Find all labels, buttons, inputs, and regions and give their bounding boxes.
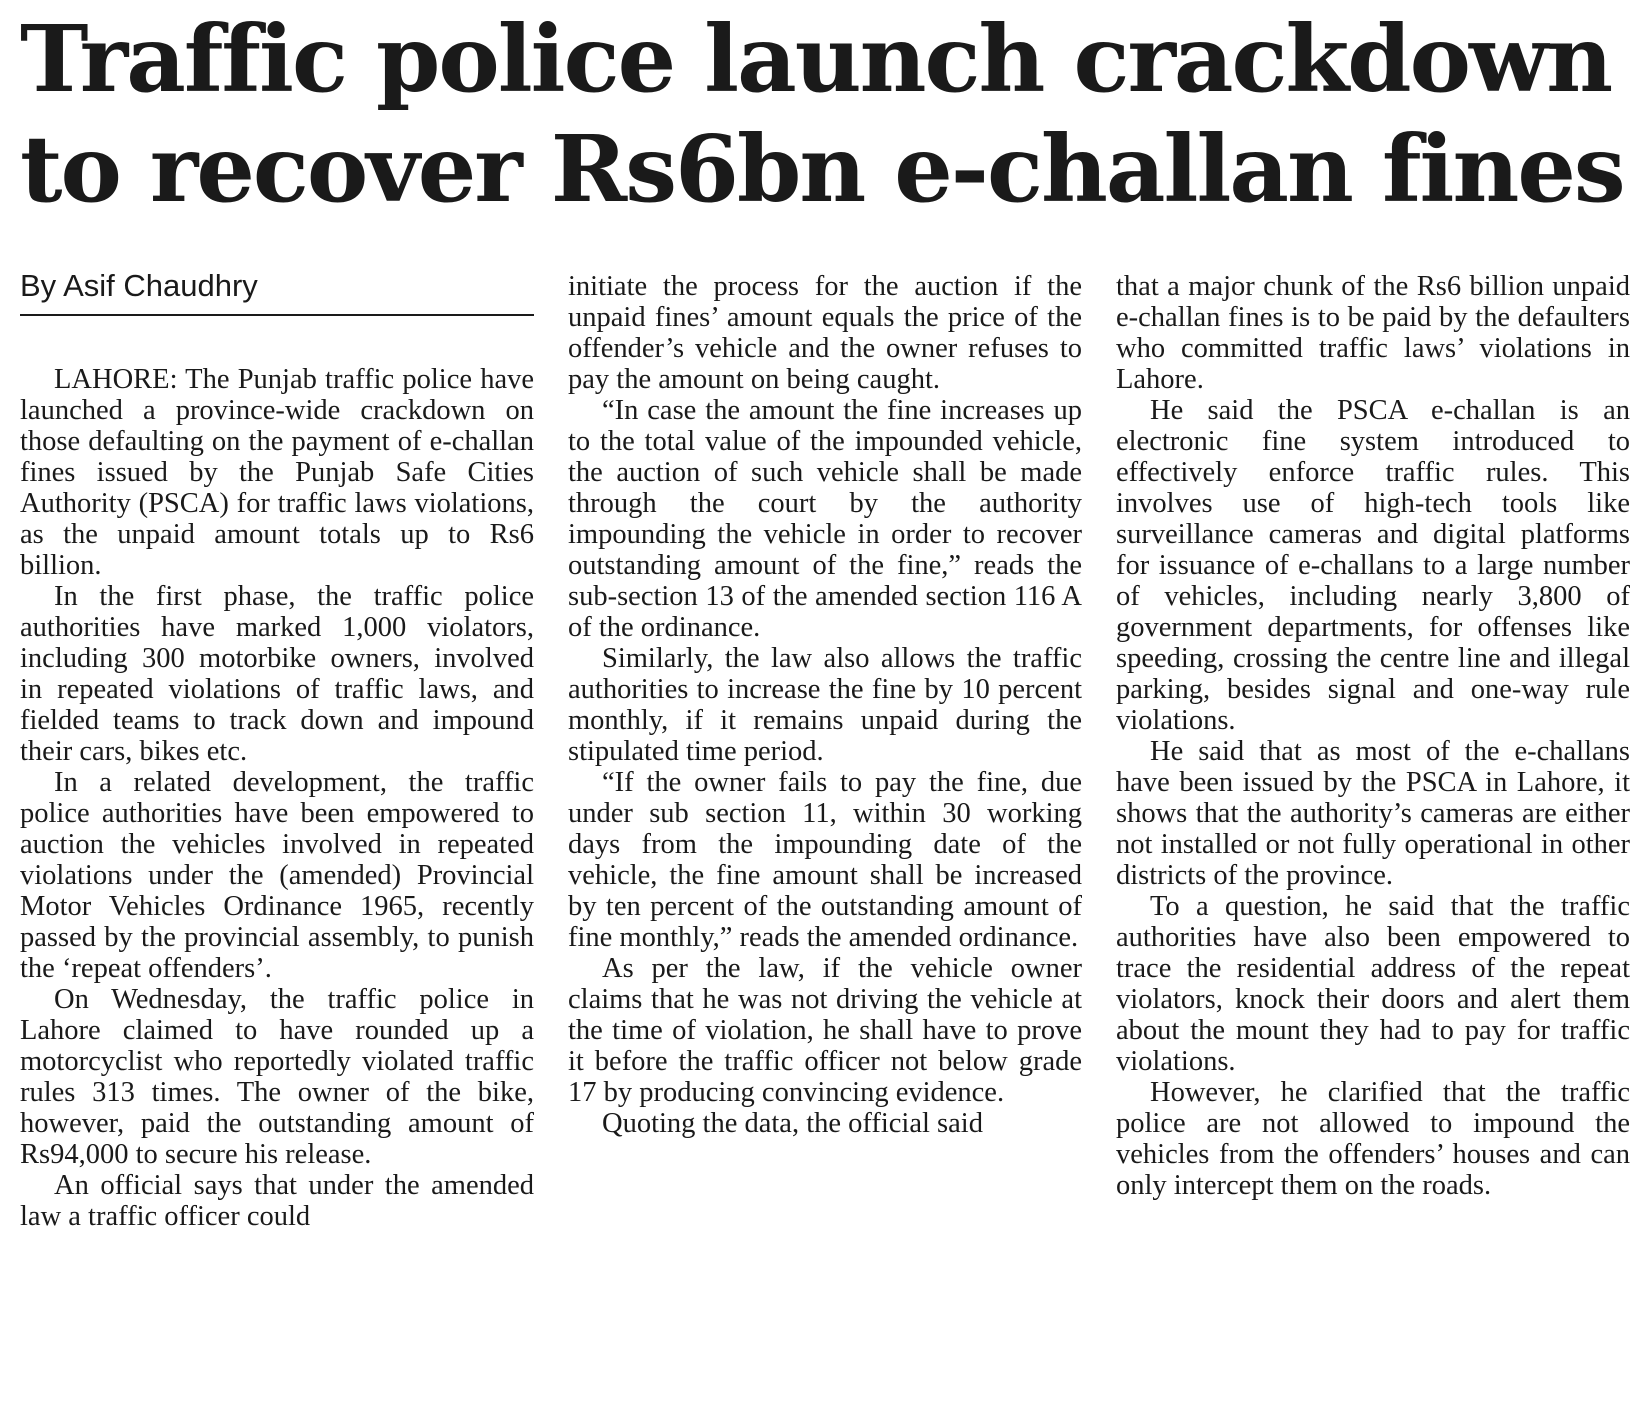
headline <box>20 4 1640 224</box>
article-column-2 <box>568 271 1082 1139</box>
paragraph-continued: initiate the process for the auction if the unpaid fines’ amount equals the price of the offender’s vehicle and the owner refuses to pay the amount on being caught. <box>568 271 1082 395</box>
paragraph: In a related development, the traffic police authorities have been empowered to auction the vehicles involved in repeated violations under the (amended) Provincial Motor Vehicles Ordinance 1965, recently passed by the provincial assembly, to punish the ‘repeat offenders’. <box>20 767 534 984</box>
article-column-3 <box>1116 271 1630 1201</box>
paragraph: He said that as most of the e-challans have been issued by the PSCA in Lahore, it shows that the authority’s cameras are either not installed or not fully operational in other districts of the province. <box>1116 736 1630 891</box>
paragraph: On Wednesday, the traffic police in Lahore claimed to have rounded up a motorcyclist who reportedly violated traffic rules 313 times. The owner of the bike, however, paid the outstanding amount of Rs94,000 to secure his release. <box>20 984 534 1170</box>
paragraph: To a question, he said that the traffic authorities have also been empowered to trace the residential address of the repeat violators, knock their doors and alert them about the mount they had to pay for traffic violations. <box>1116 891 1630 1077</box>
headline-line-1: Traffic police launch crackdown <box>20 5 1612 113</box>
byline: By Asif Chaudhry <box>20 266 534 316</box>
paragraph: Quoting the data, the official said <box>602 1108 983 1139</box>
headline-line-2: to recover Rs6bn e-challan fines <box>20 115 1624 223</box>
paragraph: “In case the amount the fine increases up to the total value of the impounded vehicle, the auction of such vehicle shall be made through the court by the authority impounding the vehicle in order to recover outstanding amount of the fine,” reads the sub-section 13 of the amended section 116 A of the ordinance. <box>568 395 1082 643</box>
paragraph: As per the law, if the vehicle owner claims that he was not driving the vehicle at the time of violation, he shall have to prove it before the traffic officer not below grade 17 by producing convincing evidence. <box>568 953 1082 1108</box>
paragraph: However, he clarified that the traffic police are not allowed to impound the vehicles from the offenders’ houses and can only intercept them on the roads. <box>1116 1077 1630 1201</box>
paragraph: An official says that under the amended law a traffic officer could <box>20 1170 534 1232</box>
article-column-1 <box>20 364 534 1232</box>
paragraph: In the first phase, the traffic police authorities have marked 1,000 violators, including 300 motorbike owners, involved in repeated violations of traffic laws, and fielded teams to track down and impound their cars, bikes etc. <box>20 581 534 767</box>
paragraph: “If the owner fails to pay the fine, due under sub section 11, within 30 working days from the impounding date of the vehicle, the fine amount shall be increased by ten percent of the outstanding amount of fine monthly,” reads the amended ordinance. <box>568 767 1082 953</box>
paragraph-continued: that a major chunk of the Rs6 billion unpaid e-challan fines is to be paid by the defaulters who committed traffic laws’ violations in Lahore. <box>1116 271 1630 395</box>
paragraph: Similarly, the law also allows the traffic authorities to increase the fine by 10 percent monthly, if it remains unpaid during the stipulated time period. <box>568 643 1082 767</box>
paragraph: He said the PSCA e-challan is an electronic fine system introduced to effectively enforce traffic rules. This involves use of high-tech tools like surveillance cameras and digital platforms for issuance of e-challans to a large number of vehicles, including nearly 3,800 of government departments, for offenses like speeding, crossing the centre line and illegal parking, besides signal and one-way rule violations. <box>1116 395 1630 736</box>
paragraph: LAHORE: The Punjab traffic police have launched a province-wide crackdown on those defaulting on the payment of e-challan fines issued by the Punjab Safe Cities Authority (PSCA) for traffic laws violations, as the unpaid amount totals up to Rs6 billion. <box>20 364 534 581</box>
